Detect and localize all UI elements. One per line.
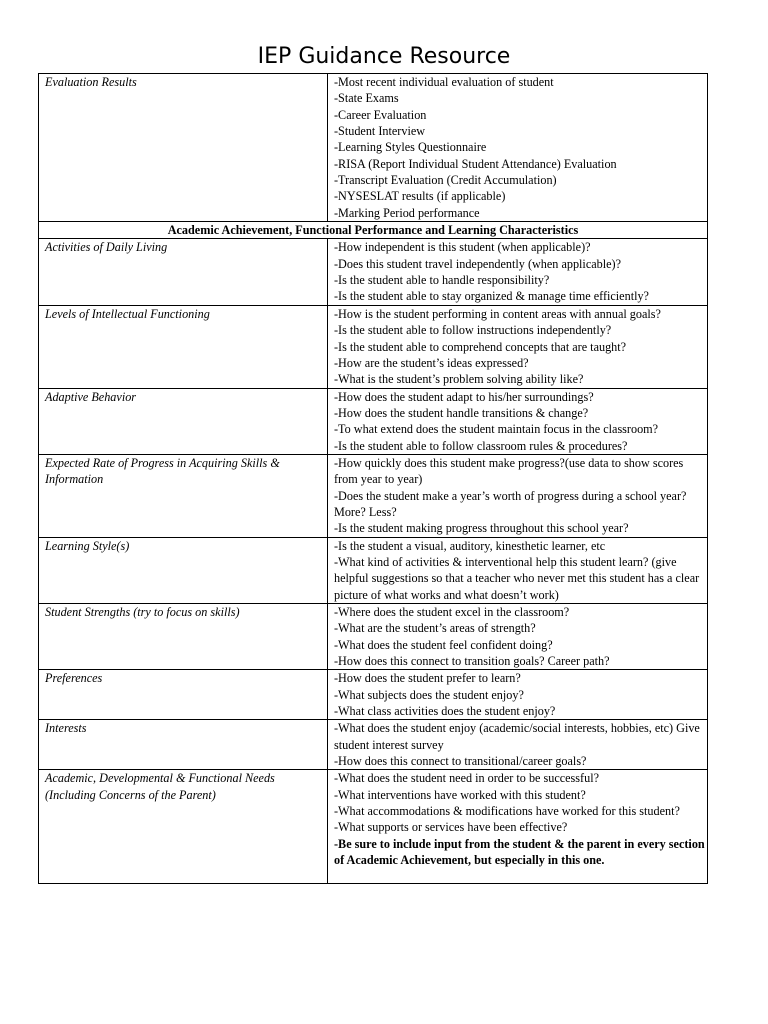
table-row-rate-of-progress — [39, 454, 708, 537]
list-item: -How is the student performing in content areas with annual goals? — [334, 306, 661, 321]
list-item: -How does the student prefer to learn? — [334, 671, 521, 686]
table-row-needs — [39, 770, 708, 884]
table-row-adaptive-behavior — [39, 388, 708, 454]
list-item: -How does the student handle transitions & change? — [334, 405, 589, 420]
list-item: -Learning Styles Questionnaire — [334, 140, 487, 155]
list-item: -What interventions have worked with this student? — [334, 787, 586, 802]
list-item: -State Exams — [334, 91, 399, 106]
list-item: -What does the student need in order to be successful? — [334, 771, 599, 786]
list-item: -How does this connect to transitional/career goals? — [334, 754, 587, 769]
row-label: Adaptive Behavior — [39, 388, 328, 454]
list-item: -RISA (Report Individual Student Attendance) Evaluation — [334, 156, 617, 171]
table-row-intellectual-functioning — [39, 305, 708, 388]
evaluation-row — [39, 74, 708, 222]
list-item: -Is the student a visual, auditory, kinesthetic learner, etc — [334, 538, 606, 553]
row-items — [328, 388, 708, 454]
row-label: Academic, Developmental & Functional Needs (Including Concerns of the Parent) — [39, 770, 328, 884]
list-item: -Is the student able to handle responsibility? — [334, 273, 550, 288]
row-items — [328, 770, 708, 884]
list-item: -How does this connect to transition goals? Career path? — [334, 654, 610, 669]
list-item: -How does the student adapt to his/her surroundings? — [334, 389, 594, 404]
section-header: Academic Achievement, Functional Performance and Learning Characteristics — [39, 222, 708, 239]
section-header-row — [39, 222, 708, 239]
list-item: -Where does the student excel in the classroom? — [334, 605, 570, 619]
list-item: -Career Evaluation — [334, 107, 427, 122]
iep-guidance-table — [38, 73, 708, 884]
row-label: Levels of Intellectual Functioning — [39, 305, 328, 388]
list-item: -How quickly does this student make progress?(use data to show scores from year to year) — [334, 455, 684, 487]
row-items — [328, 604, 708, 670]
table-row-preferences — [39, 670, 708, 720]
row-items — [328, 537, 708, 603]
list-item: -What does the student enjoy (academic/social interests, hobbies, etc) Give student interest survey — [334, 721, 700, 752]
evaluation-items — [328, 74, 708, 222]
table-row-interests — [39, 720, 708, 770]
row-label: Expected Rate of Progress in Acquiring Skills & Information — [39, 454, 328, 537]
row-label: Interests — [39, 720, 328, 770]
list-item: -Is the student able to follow instructions independently? — [334, 323, 612, 338]
list-item: -What subjects does the student enjoy? — [334, 687, 524, 702]
row-label: Activities of Daily Living — [39, 239, 328, 305]
list-item: -What is the student’s problem solving ability like? — [334, 372, 584, 387]
table-row-daily-living — [39, 239, 708, 305]
list-item: -NYSESLAT results (if applicable) — [334, 189, 506, 204]
list-item: -Does this student travel independently (when applicable)? — [334, 256, 621, 271]
evaluation-label: Evaluation Results — [39, 74, 328, 222]
list-item: -Most recent individual evaluation of student — [334, 75, 554, 89]
row-items — [328, 239, 708, 305]
list-item: -Is the student able to comprehend concepts that are taught? — [334, 339, 627, 354]
list-item: -Transcript Evaluation (Credit Accumulation) — [334, 173, 557, 188]
table-row-learning-style — [39, 537, 708, 603]
row-label: Preferences — [39, 670, 328, 720]
list-item: -Is the student able to follow classroom rules & procedures? — [334, 438, 628, 453]
row-items — [328, 454, 708, 537]
list-item: -To what extend does the student maintain focus in the classroom? — [334, 422, 659, 437]
list-item: -Is the student able to stay organized & manage time efficiently? — [334, 289, 649, 304]
list-item: -What accommodations & modifications have worked for this student? — [334, 804, 680, 819]
iep-table-body — [39, 74, 708, 884]
row-items — [328, 670, 708, 720]
page-title: IEP Guidance Resource — [257, 44, 511, 69]
list-item: -Student Interview — [334, 124, 426, 139]
row-items — [328, 720, 708, 770]
row-label: Learning Style(s) — [39, 537, 328, 603]
table-row-student-strengths — [39, 604, 708, 670]
list-item: -How are the student’s ideas expressed? — [334, 355, 529, 370]
list-item: -Does the student make a year’s worth of progress during a school year? More? Less? — [334, 488, 687, 519]
list-item: -What are the student’s areas of strength? — [334, 621, 536, 636]
list-item: -What does the student feel confident doing? — [334, 637, 553, 652]
list-item: -What supports or services have been effective? — [334, 820, 568, 835]
list-item: -How independent is this student (when applicable)? — [334, 240, 591, 255]
list-item: -What kind of activities & interventional help this student learn? (give helpful suggestions so that a teacher who never met this student has a clear picture of what works and what doesn’t work) — [334, 554, 700, 602]
parent-input-note: -Be sure to include input from the student & the parent in every section of Academic Achievement, but especially in this one. — [334, 836, 705, 868]
list-item: -Marking Period performance — [334, 205, 480, 220]
row-label: Student Strengths (try to focus on skills) — [39, 604, 328, 670]
list-item: -Is the student making progress throughout this school year? — [334, 521, 629, 536]
list-item: -What class activities does the student enjoy? — [334, 704, 556, 719]
row-items — [328, 305, 708, 388]
